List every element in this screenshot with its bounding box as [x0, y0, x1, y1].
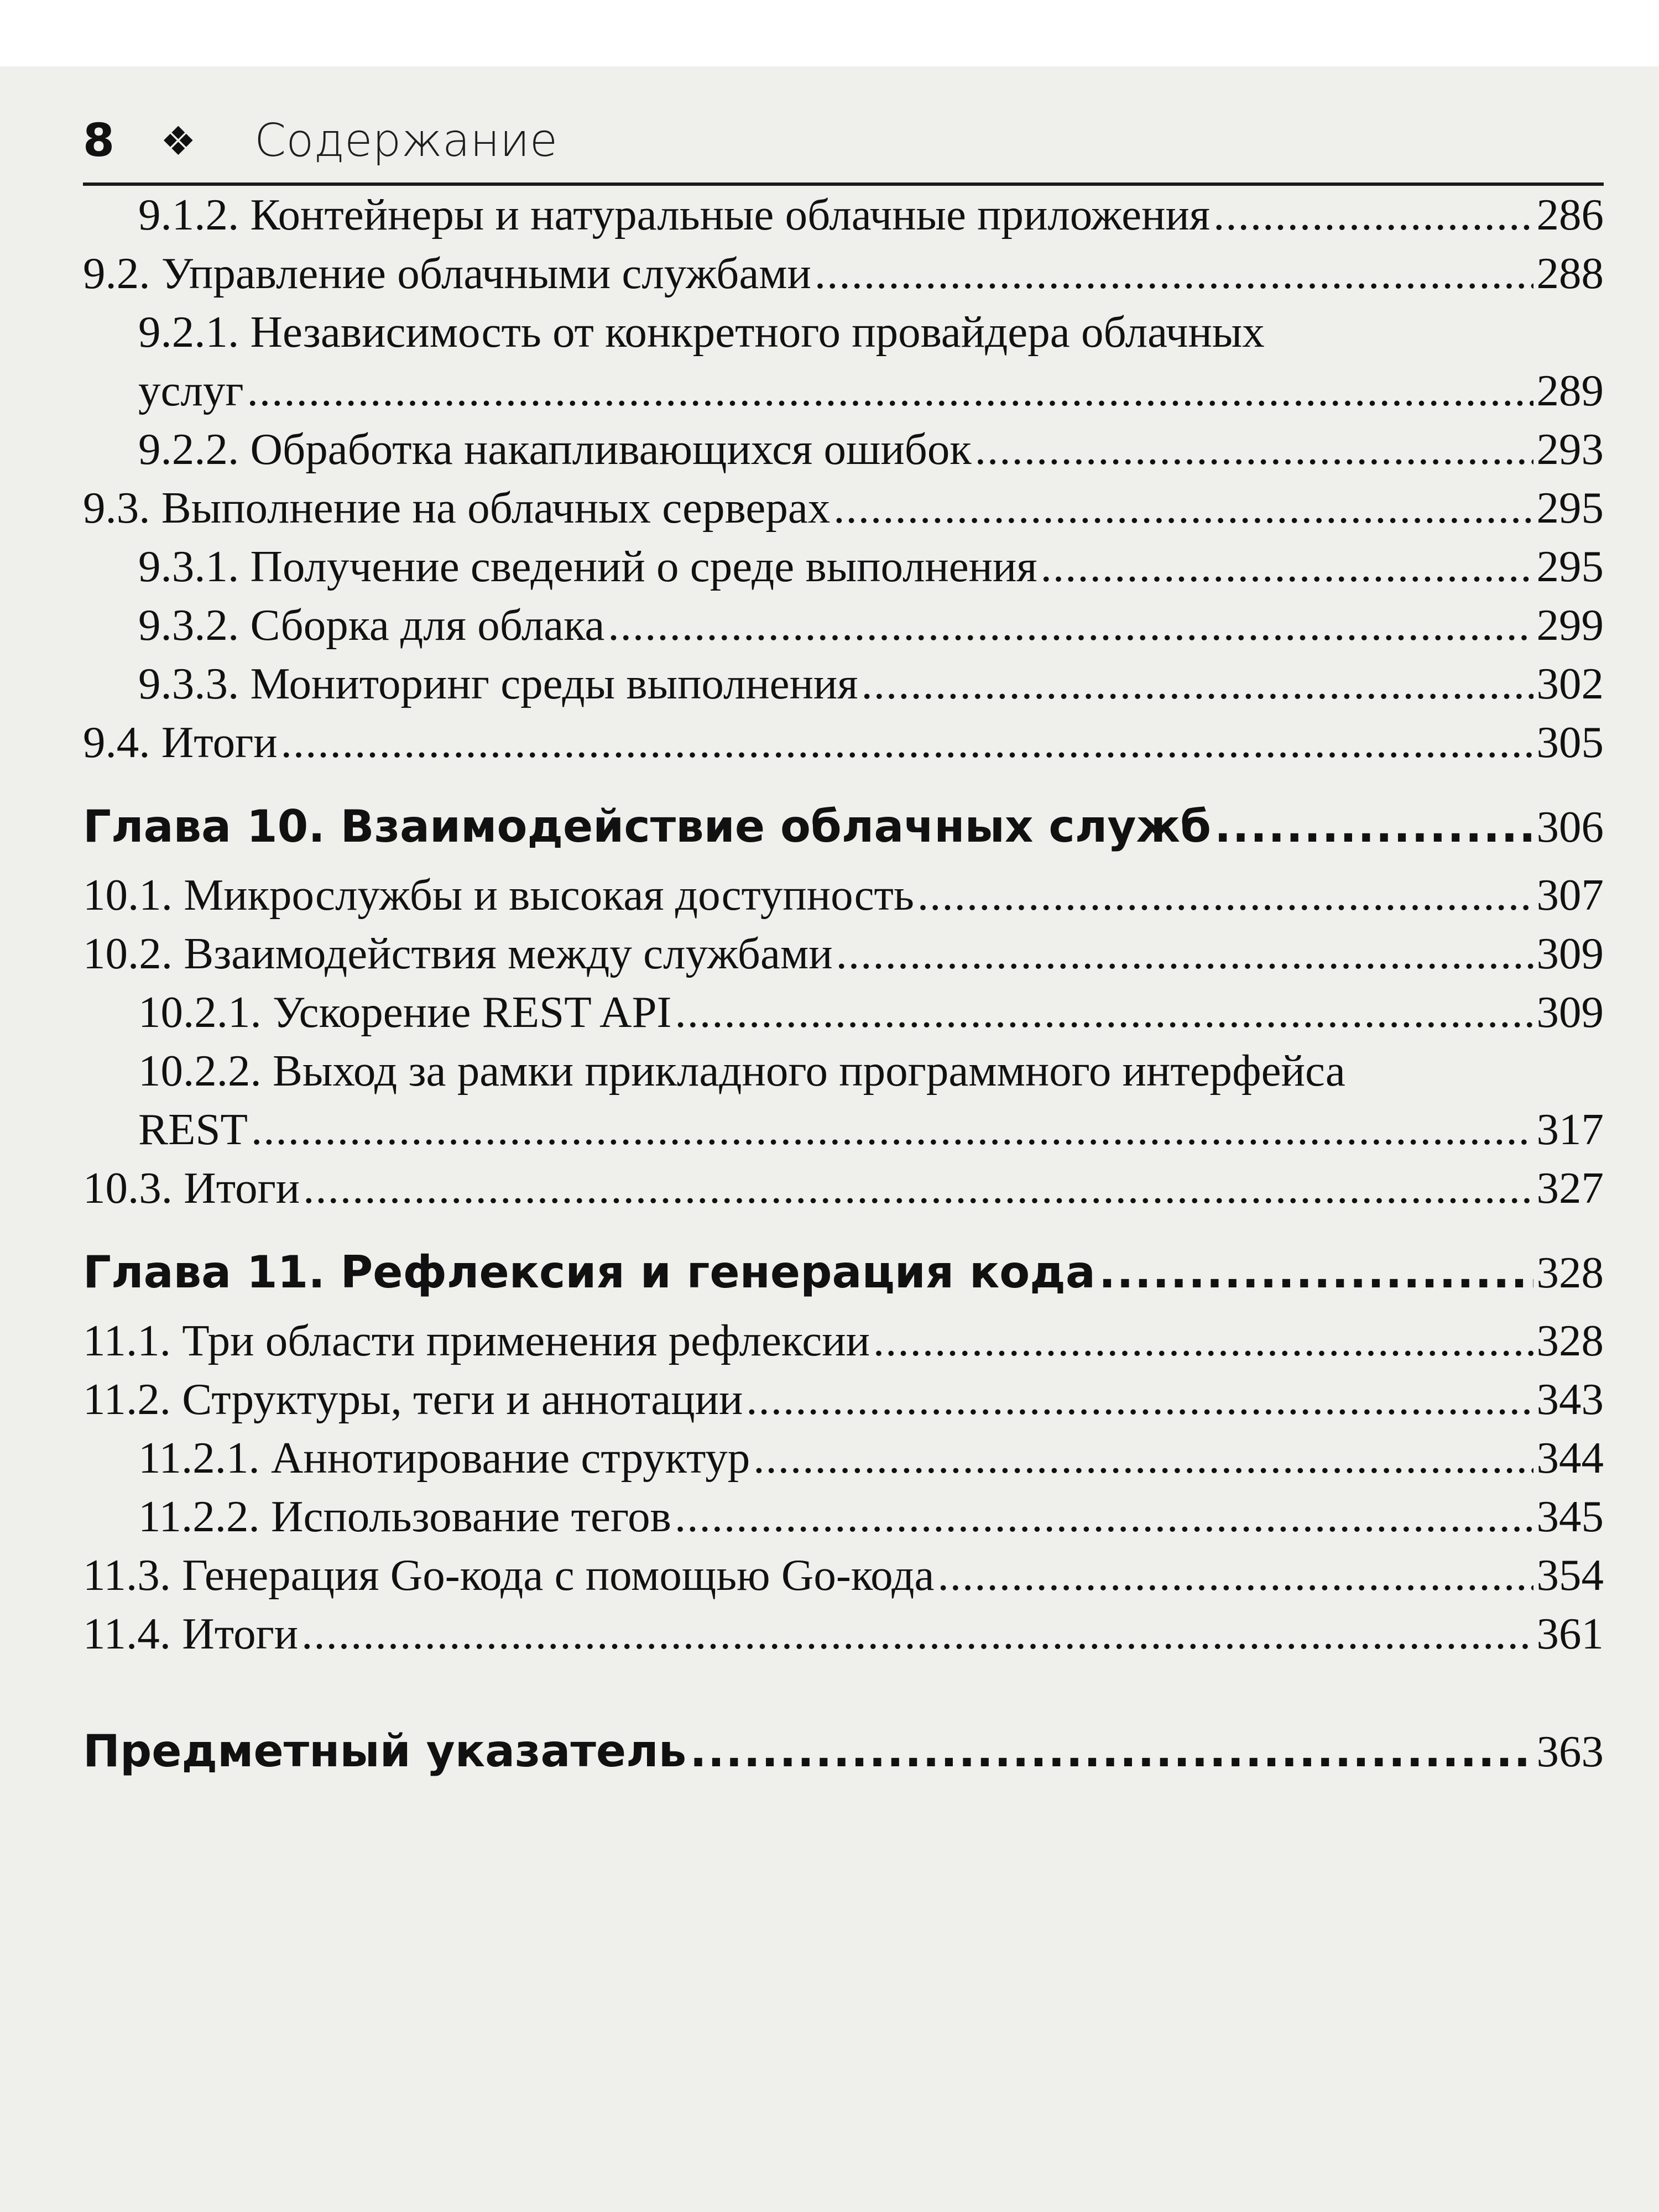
toc-entry [83, 654, 1604, 713]
leader-dots [690, 1713, 1533, 1790]
toc-entry-page: 328 [1536, 1316, 1604, 1365]
toc-chapter [83, 788, 1604, 865]
toc-entry [83, 865, 1604, 924]
leader-dots [303, 1159, 1533, 1217]
toc-entry-page: 305 [1536, 717, 1604, 767]
toc-entry-title: 10.1. Микрослужбы и высокая доступность [83, 870, 914, 920]
leader-dots [247, 361, 1533, 420]
toc-entry-page: 327 [1536, 1163, 1604, 1213]
toc-entry-page: 309 [1536, 987, 1604, 1037]
toc-entry [83, 1370, 1604, 1428]
toc-index [83, 1713, 1604, 1790]
page-number: 8 [83, 114, 115, 167]
leader-dots [836, 924, 1533, 983]
chapter-title: Глава 10. Взаимодействие облачных служб [83, 801, 1211, 852]
leader-dots [1041, 537, 1533, 596]
toc-entry-title: 10.2.2. Выход за рамки прикладного программного интерфейса [138, 1046, 1345, 1095]
toc-entry [83, 1159, 1604, 1217]
toc-entry [83, 478, 1604, 537]
toc-entry-title: 11.1. Три области применения рефлексии [83, 1316, 870, 1365]
toc-entry [83, 1311, 1604, 1370]
leader-dots [1213, 185, 1533, 244]
leader-dots [815, 244, 1533, 302]
toc-entry-title-cont: услуг [138, 366, 244, 415]
toc-entry-page: 317 [1536, 1104, 1604, 1154]
toc-entry [83, 185, 1604, 244]
toc-entry-title: 9.2. Управление облачными службами [83, 248, 811, 298]
toc-entry [83, 537, 1604, 596]
toc-entry-title: 9.3.3. Мониторинг среды выполнения [138, 659, 858, 708]
toc-entry-title: 10.2.1. Ускорение REST API [138, 987, 672, 1037]
toc-entry [83, 244, 1604, 302]
leader-dots [675, 983, 1533, 1041]
leader-dots [1214, 788, 1533, 865]
page-header [83, 105, 1604, 186]
toc-entry-page: 295 [1536, 541, 1604, 591]
toc-entry-page: 309 [1536, 928, 1604, 978]
toc-entry-page: 289 [1536, 366, 1604, 415]
toc-entry-page: 295 [1536, 483, 1604, 533]
leader-dots [251, 1100, 1533, 1159]
toc-entry [83, 302, 1604, 420]
toc-entry-title: 11.4. Итоги [83, 1609, 299, 1658]
leader-dots [753, 1428, 1533, 1487]
leader-dots [675, 1487, 1533, 1546]
toc-entry [83, 596, 1604, 654]
chapter-page: 328 [1536, 1248, 1604, 1297]
toc-entry-title: 10.2. Взаимодействия между службами [83, 928, 833, 978]
toc-entry-page: 302 [1536, 659, 1604, 708]
chapter-title: Глава 11. Рефлексия и генерация кода [83, 1246, 1095, 1298]
toc-entry-title: 9.2.2. Обработка накапливающихся ошибок [138, 424, 972, 474]
toc-entry-page: 344 [1536, 1433, 1604, 1483]
leader-dots [917, 865, 1533, 924]
leader-dots [746, 1370, 1533, 1428]
toc-entry [83, 1546, 1604, 1604]
running-title: Содержание [254, 114, 558, 167]
toc-entry-page: 343 [1536, 1374, 1604, 1424]
toc-entry-page: 361 [1536, 1609, 1604, 1658]
leader-dots [281, 713, 1533, 771]
toc-entry-title-cont: REST [138, 1104, 248, 1154]
chapter-page: 306 [1536, 802, 1604, 852]
toc-entry-page: 288 [1536, 248, 1604, 298]
toc-entry-page: 299 [1536, 600, 1604, 650]
toc-chapter [83, 1234, 1604, 1311]
toc-entry-page: 293 [1536, 424, 1604, 474]
index-title: Предметный указатель [83, 1725, 687, 1777]
toc-entry [83, 983, 1604, 1041]
leader-dots [608, 596, 1533, 654]
toc-entry-title: 9.4. Итоги [83, 717, 278, 767]
toc-entry-page: 345 [1536, 1491, 1604, 1541]
toc-entry [83, 1428, 1604, 1487]
toc-entry [83, 924, 1604, 983]
toc-entry-page: 307 [1536, 870, 1604, 920]
index-page: 363 [1536, 1726, 1604, 1776]
leader-dots [301, 1604, 1533, 1663]
toc-entry [83, 1041, 1604, 1159]
toc-entry-page: 286 [1536, 190, 1604, 239]
leader-dots [937, 1546, 1533, 1604]
toc-entry [83, 420, 1604, 478]
toc-entry-title: 11.3. Генерация Go-кода с помощью Go-кода [83, 1550, 935, 1600]
toc-entry [83, 1487, 1604, 1546]
leader-dots [975, 420, 1533, 478]
toc-entry-title: 11.2. Структуры, теги и аннотации [83, 1374, 743, 1424]
table-of-contents [83, 185, 1604, 1790]
toc-entry-page: 354 [1536, 1550, 1604, 1600]
ornament-icon: ❖ [160, 118, 196, 164]
toc-entry-title: 9.2.1. Независимость от конкретного провайдера облачных [138, 307, 1265, 357]
toc-entry-title: 9.1.2. Контейнеры и натуральные облачные приложения [138, 190, 1211, 239]
toc-entry-title: 10.3. Итоги [83, 1163, 300, 1213]
toc-entry-title: 11.2.2. Использование тегов [138, 1491, 671, 1541]
leader-dots [1099, 1234, 1533, 1311]
toc-entry [83, 1604, 1604, 1663]
toc-entry-title: 9.3. Выполнение на облачных серверах [83, 483, 831, 533]
toc-entry [83, 713, 1604, 771]
leader-dots [862, 654, 1533, 713]
leader-dots [833, 478, 1533, 537]
toc-entry-title: 9.3.2. Сборка для облака [138, 600, 605, 650]
toc-entry-title: 11.2.1. Аннотирование структур [138, 1433, 750, 1483]
leader-dots [873, 1311, 1533, 1370]
toc-entry-title: 9.3.1. Получение сведений о среде выполнения [138, 541, 1037, 591]
